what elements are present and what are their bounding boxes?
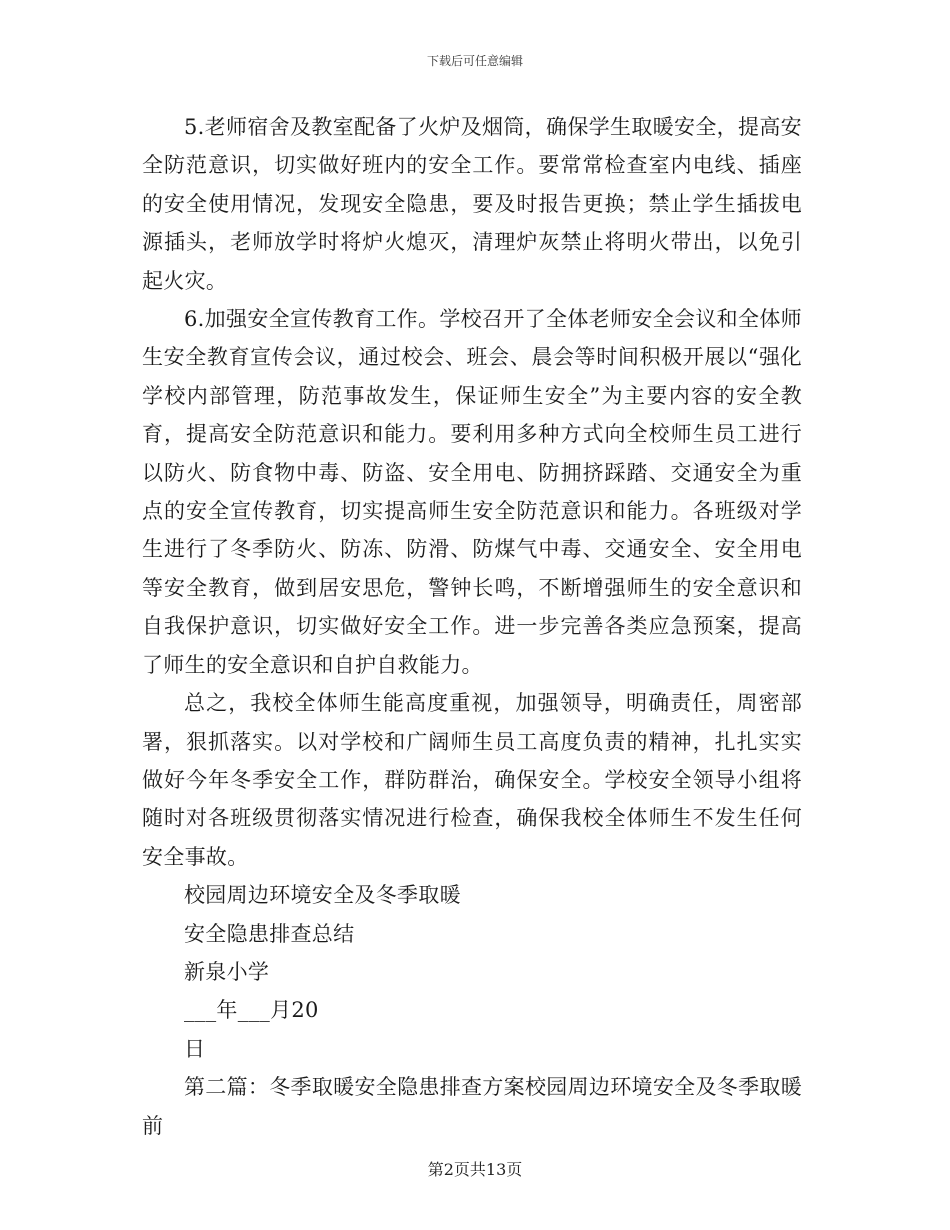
signature-title-line-1: 校园周边环境安全及冬季取暖 bbox=[184, 883, 461, 908]
date-day: 日 bbox=[184, 1036, 206, 1061]
paragraph-summary: 总之，我校全体师生能高度重视，加强领导，明确责任，周密部署，狠抓落实。以对学校和广阔师生员工高度负责的精神，扎扎实实做好今年冬季安全工作，群防群治，确保安全。学校安全领导小组将随时对各班级贯彻落实情况进行检查，确保我校全体师生不发生任何安全事故。 bbox=[142, 691, 802, 869]
page-header: 下载后可任意编辑 bbox=[426, 54, 523, 68]
page-number: 第2页共13页 bbox=[427, 1160, 523, 1179]
date-line: ___年___月20 bbox=[184, 998, 319, 1023]
paragraph-item-6: 6.加强安全宣传教育工作。学校召开了全体老师安全会议和全体师生安全教育宣传会议，通过校会、班会、晨会等时间积极开展以“强化学校内部管理，防范事故发生，保证师生安全”为主要内容的安全教育，提高安全防范意识和能力。要利用多种方式向全校师生员工进行以防火、防食物中毒、防盗、安全用电、防拥挤踩踏、交通安全为重点的安全宣传教育，切实提高师生安全防范意识和能力。各班级对学生进行了冬季防火、防冻、防滑、防煤气中毒、交通安全、安全用电等安全教育，做到居安思危，警钟长鸣，不断增强师生的安全意识和自我保护意识，切实做好安全工作。进一步完善各类应急预案，提高了师生的安全意识和自护自救能力。 bbox=[142, 307, 802, 677]
paragraph-item-5: 5.老师宿舍及教室配备了火炉及烟筒，确保学生取暖安全，提高安全防范意识，切实做好班内的安全工作。要常常检查室内电线、插座的安全使用情况，发现安全隐患，要及时报告更换；禁止学生插拔电源插头，老师放学时将炉火熄灭，清理炉灰禁止将明火带出，以免引起火灾。 bbox=[142, 115, 802, 293]
school-name: 新泉小学 bbox=[184, 959, 270, 984]
next-section-heading: 第二篇：冬季取暖安全隐患排查方案校园周边环境安全及冬季取暖前 bbox=[142, 1075, 802, 1138]
signature-title-line-2: 安全隐患排查总结 bbox=[184, 921, 355, 946]
document-body bbox=[142, 108, 802, 1145]
